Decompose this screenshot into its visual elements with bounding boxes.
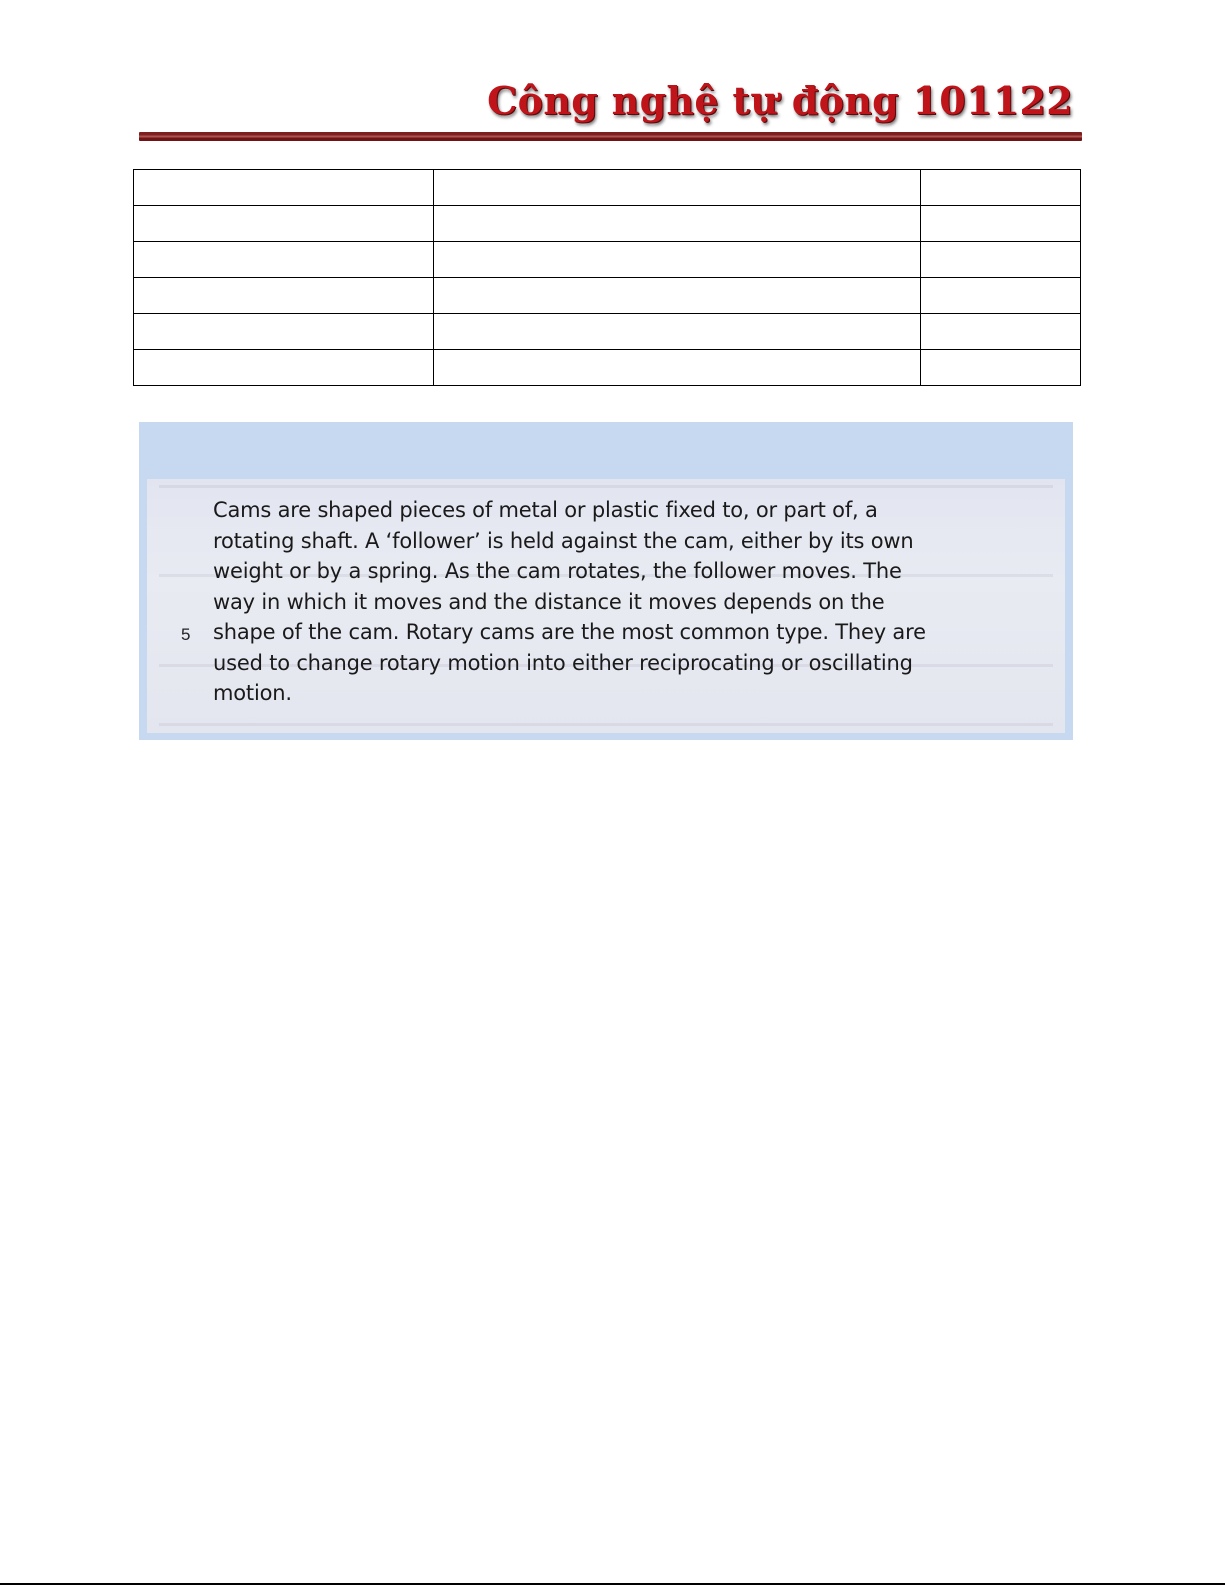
- excerpt-line: used to change rotary motion into either reciprocating or oscillating: [213, 650, 913, 675]
- table-cell: [921, 314, 1081, 350]
- table-cell: [921, 242, 1081, 278]
- table-cell: [434, 278, 921, 314]
- table-cell: [434, 350, 921, 386]
- empty-table: [133, 169, 1081, 386]
- table-cell: [921, 278, 1081, 314]
- line-number: 5: [181, 625, 191, 644]
- table-cell: [134, 170, 434, 206]
- table-cell: [134, 314, 434, 350]
- excerpt-line: shape of the cam. Rotary cams are the most common type. They are: [213, 620, 926, 644]
- table-row: [134, 314, 1081, 350]
- document-header-title: Công nghệ tự động 101122: [487, 78, 1073, 123]
- table-cell: [434, 170, 921, 206]
- excerpt-box: [139, 422, 1073, 740]
- table-cell: [134, 350, 434, 386]
- table-cell: [134, 206, 434, 242]
- table-cell: [921, 170, 1081, 206]
- excerpt-paragraph: [213, 495, 1053, 709]
- table-row: [134, 170, 1081, 206]
- table-cell: [134, 242, 434, 278]
- excerpt-line: Cams are shaped pieces of metal or plastic fixed to, or part of, a: [213, 498, 878, 522]
- table-cell: [134, 278, 434, 314]
- table-row: [134, 278, 1081, 314]
- table-row: [134, 206, 1081, 242]
- excerpt-line: rotating shaft. A ‘follower’ is held against the cam, either by its own: [213, 528, 914, 553]
- header-divider: [139, 132, 1082, 141]
- table-cell: [434, 242, 921, 278]
- excerpt-line: motion.: [213, 681, 292, 705]
- scanned-text-image: [147, 479, 1065, 733]
- table-cell: [921, 350, 1081, 386]
- excerpt-line: way in which it moves and the distance it moves depends on the: [213, 589, 885, 614]
- excerpt-line: weight or by a spring. As the cam rotates, the follower moves. The: [213, 559, 902, 583]
- table-row: [134, 350, 1081, 386]
- table-cell: [921, 206, 1081, 242]
- table-row: [134, 242, 1081, 278]
- table-cell: [434, 206, 921, 242]
- table-cell: [434, 314, 921, 350]
